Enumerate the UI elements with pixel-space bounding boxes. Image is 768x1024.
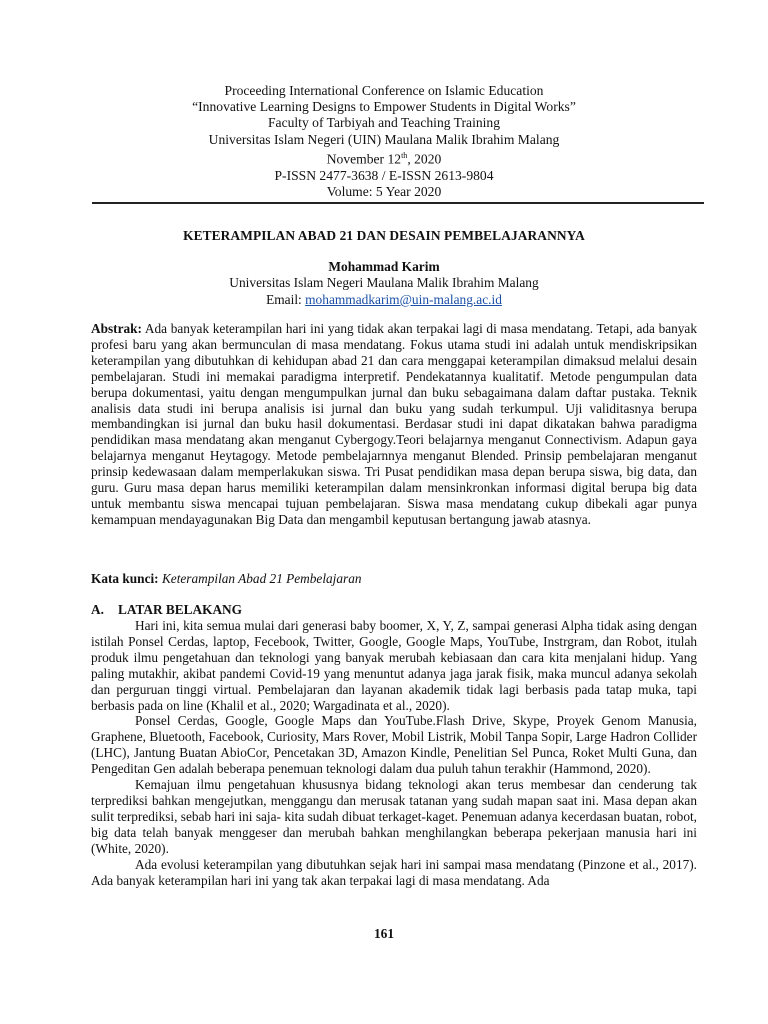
section-number: A. (91, 602, 104, 617)
header-date-prefix: November 12 (326, 151, 402, 167)
author-name: Mohammad Karim (328, 259, 440, 274)
keywords (91, 571, 697, 587)
abstract-text: Ada banyak keterampilan hari ini yang tidak akan terpakai lagi di masa mendatang. Tetapi, ada banyak profesi baru yang akan bermunculan di masa mendatang. Fokus utama studi ini adalah untuk mendiskripsikan keterampilan yang dibutuhkan di kehidupan abad 21 dan cara menggapai keterampilan dimaksud melalui desain pembelajaran. Studi ini memakai paradigma interpretif. Pendekatannya kualitatif. Metode pengumpulan data berupa dokumentasi, yaitu dengan mengumpulkan jurnal dan buku sebagaimana dalam daftar pustaka. Teknik analisis data studi ini berupa analisis isi jurnal dan buku yang sudah terkumpul. Uji validitasnya berupa membandingkan isi jurnal dan buku hasil dokumentasi. Berdasar studi ini dapat dikatakan bahwa paradigma pendidikan masa mendatang akan menganut Cybergogy.Teori belajarnya menganut Connectivism. Adapun gaya belajarnya menganut Heytagogy. Metode pembelajarnnya menganut Blended. Prinsip pembelajaran menganut prinsip kedewasaan dalam memperlakukan siswa. Tri Pusat pendidikan masa depan berupa siswa, big data, dan guru. Guru masa depan harus memiliki keterampilan dalam mensinkronkan informasi digital berupa big data untuk membantu siswa mencapai tujuan pembelajaran. Siswa masa mendatang cukup dibekali agar punya kemampuan mendayagunakan Big Data dan mengambil keputusan bertangung jawab atasnya. (91, 321, 697, 527)
author-affiliation: Universitas Islam Negeri Maulana Malik Ibrahim Malang (229, 275, 539, 291)
paper-title: KETERAMPILAN ABAD 21 DAN DESAIN PEMBELAJARANNYA (183, 228, 585, 243)
header-divider (92, 202, 704, 204)
author-email-link[interactable]: mohammadkarim@uin-malang.ac.id (305, 291, 502, 307)
keywords-value: Keterampilan Abad 21 Pembelajaran (161, 571, 362, 586)
paragraph: Ponsel Cerdas, Google, Google Maps dan YouTube.Flash Drive, Skype, Proyek Genom Manusia, Graphene, Bluetooth, Facebook, Curiosity, Mars Rover, Mobil Listrik, Mobil Tanpa Sopir, Large Hadron Collider (LHC), Jantung Buatan AbioCor, Pencetakan 3D, Amazon Kindle, Penelitian Sel Punca, Roket Multi Guna, dan Pengeditan Gen adalah beberapa penemuan teknologi dalam dua puluh tahun terakhir (Hammond, 2020). (91, 713, 697, 777)
header-issn: P-ISSN 2477-3638 / E-ISSN 2613-9804 (274, 167, 494, 183)
header-volume: Volume: 5 Year 2020 (326, 183, 442, 199)
author-block (0, 259, 768, 308)
keywords-label: Kata kunci: (91, 571, 159, 586)
paragraph: Ada evolusi keterampilan yang dibutuhkan sejak hari ini sampai masa mendatang (Pinzone et al., 2017). Ada banyak keterampilan hari ini yang tak akan terpakai lagi di masa mendatang. Ada (91, 856, 697, 888)
email-label: Email: (266, 291, 306, 307)
header-conference-theme: “Innovative Learning Designs to Empower Students in Digital Works” (192, 99, 576, 115)
paragraph: Kemajuan ilmu pengetahuan khususnya bidang teknologi akan terus membesar dan cenderung tak terprediksi bahkan mengejutkan, menggangu dan merusak tatanan yang sudah mapan saat ini. Masa depan akan sulit terprediksi, sebab hari ini saja- kita sudah dibuat terkaget-kaget. Penemuan adanya kecerdasan buatan, robot, big data telah banyak menggeser dan merubah bahkan menghilangkan beberapa pekerjaan manusia hari ini (White, 2020). (91, 777, 697, 856)
abstract-label: Abstrak: (91, 321, 142, 336)
page-number: 161 (373, 926, 395, 941)
abstract (91, 321, 697, 528)
section-title: LATAR BELAKANG (118, 602, 242, 617)
header-university: Universitas Islam Negeri (UIN) Maulana Malik Ibrahim Malang (208, 131, 560, 147)
author-email-line (0, 292, 768, 308)
header-date-sup: th (401, 150, 408, 160)
header-faculty: Faculty of Tarbiyah and Teaching Training (267, 115, 501, 131)
header-date-suffix: , 2020 (407, 151, 442, 167)
proceeding-header (0, 83, 768, 200)
section-body (91, 618, 697, 888)
header-date (0, 148, 768, 168)
header-proceeding-name: Proceeding International Conference on Islamic Education (224, 83, 544, 98)
paragraph: Hari ini, kita semua mulai dari generasi baby boomer, X, Y, Z, sampai generasi Alpha tidak asing dengan istilah Ponsel Cerdas, laptop, Fecebook, Twitter, Google, Google Maps, YouTube, Instrgram, dan Robot, itulah produk ilmu pengetahuan dan teknologi yang banyak merubah kebiasaan dan cara kita menjalani hidup. Yang paling mutakhir, akibat pandemi Covid-19 yang menuntut adanya jaga jarak fisik, maka muncul adanya sekolah dan perguruan tinggi virtual. Pembelajaran dan layanan akademik tidak lagi berbasis pada tatap muka, tapi berbasis pada on line (Khalil et al., 2020; Wargadinata et al., 2020). (91, 618, 697, 713)
section-heading (91, 602, 242, 618)
